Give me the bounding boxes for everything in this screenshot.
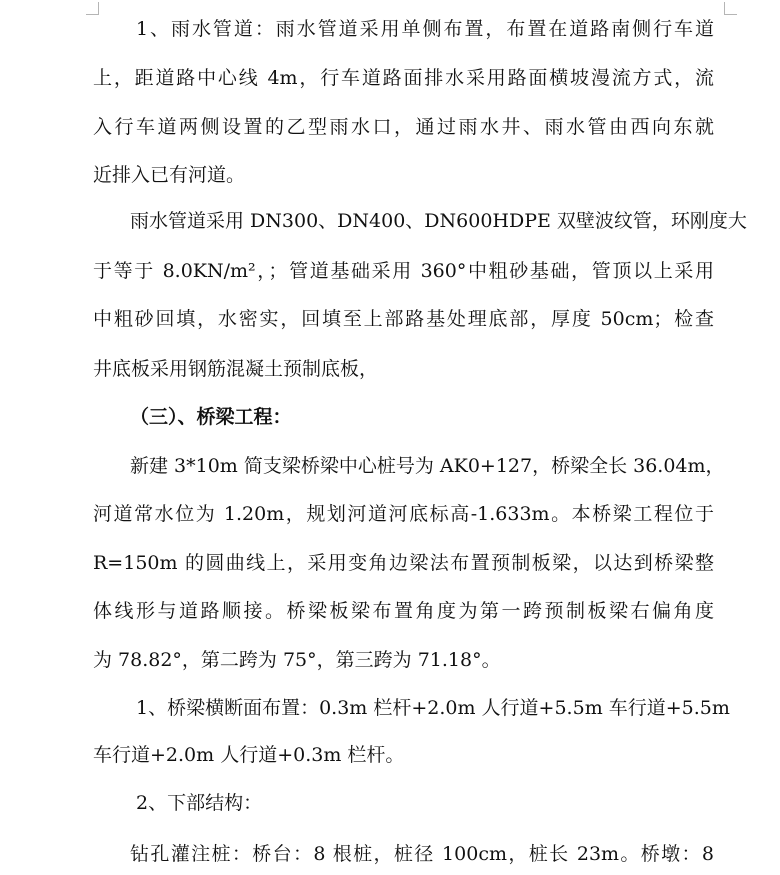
paragraph-line: 近排入已有河道。: [93, 164, 246, 186]
paragraph-line: 上，距道路中心线 4m，行车道路面排水采用路面横坡漫流方式，流: [93, 67, 714, 89]
section-heading: （三）、桥梁工程：: [130, 406, 292, 428]
top-left-margin-mark: [86, 2, 99, 15]
paragraph-line: 井底板采用钢筋混凝土预制底板，: [93, 358, 379, 380]
paragraph-line: 于等于 8.0KN/m²，；管道基础采用 360°中粗砂基础，管顶以上采用: [93, 260, 714, 282]
paragraph-line: 体线形与道路顺接。桥梁板梁布置角度为第一跨预制板梁右偏角度: [93, 600, 714, 622]
paragraph-line: 中粗砂回填，水密实，回填至上部路基处理底部，厚度 50cm；检查: [93, 308, 714, 330]
paragraph-line: 河道常水位为 1.20m，规划河道河底标高-1.633m。本桥梁工程位于: [93, 503, 714, 525]
paragraph-line: 新建 3*10m 简支梁桥梁中心桩号为 AK0+127，桥梁全长 36.04m，: [130, 455, 725, 477]
paragraph-line: 雨水管道采用 DN300、DN400、DN600HDPE 双壁波纹管，环刚度大: [130, 210, 747, 232]
paragraph-line: 为 78.82°，第二跨为 75°，第三跨为 71.18°。: [93, 649, 501, 671]
paragraph-line: R=150m 的圆曲线上，采用变角边梁法布置预制板梁，以达到桥梁整: [93, 552, 714, 574]
paragraph-line: 入行车道两侧设置的乙型雨水口，通过雨水井、雨水管由西向东就: [93, 116, 714, 138]
paragraph-line: 1、雨水管道：雨水管道采用单侧布置，布置在道路南侧行车道: [136, 18, 714, 40]
paragraph-line: 钻孔灌注桩：桥台：8 根桩，桩径 100cm，桩长 23m。桥墩：8: [130, 843, 714, 865]
paragraph-line: 2、下部结构：: [136, 792, 263, 814]
paragraph-line: 车行道+2.0m 人行道+0.3m 栏杆。: [93, 744, 405, 766]
top-right-margin-mark: [724, 2, 737, 15]
paragraph-line: 1、桥梁横断面布置：0.3m 栏杆+2.0m 人行道+5.5m 车行道+5.5m: [136, 697, 730, 719]
